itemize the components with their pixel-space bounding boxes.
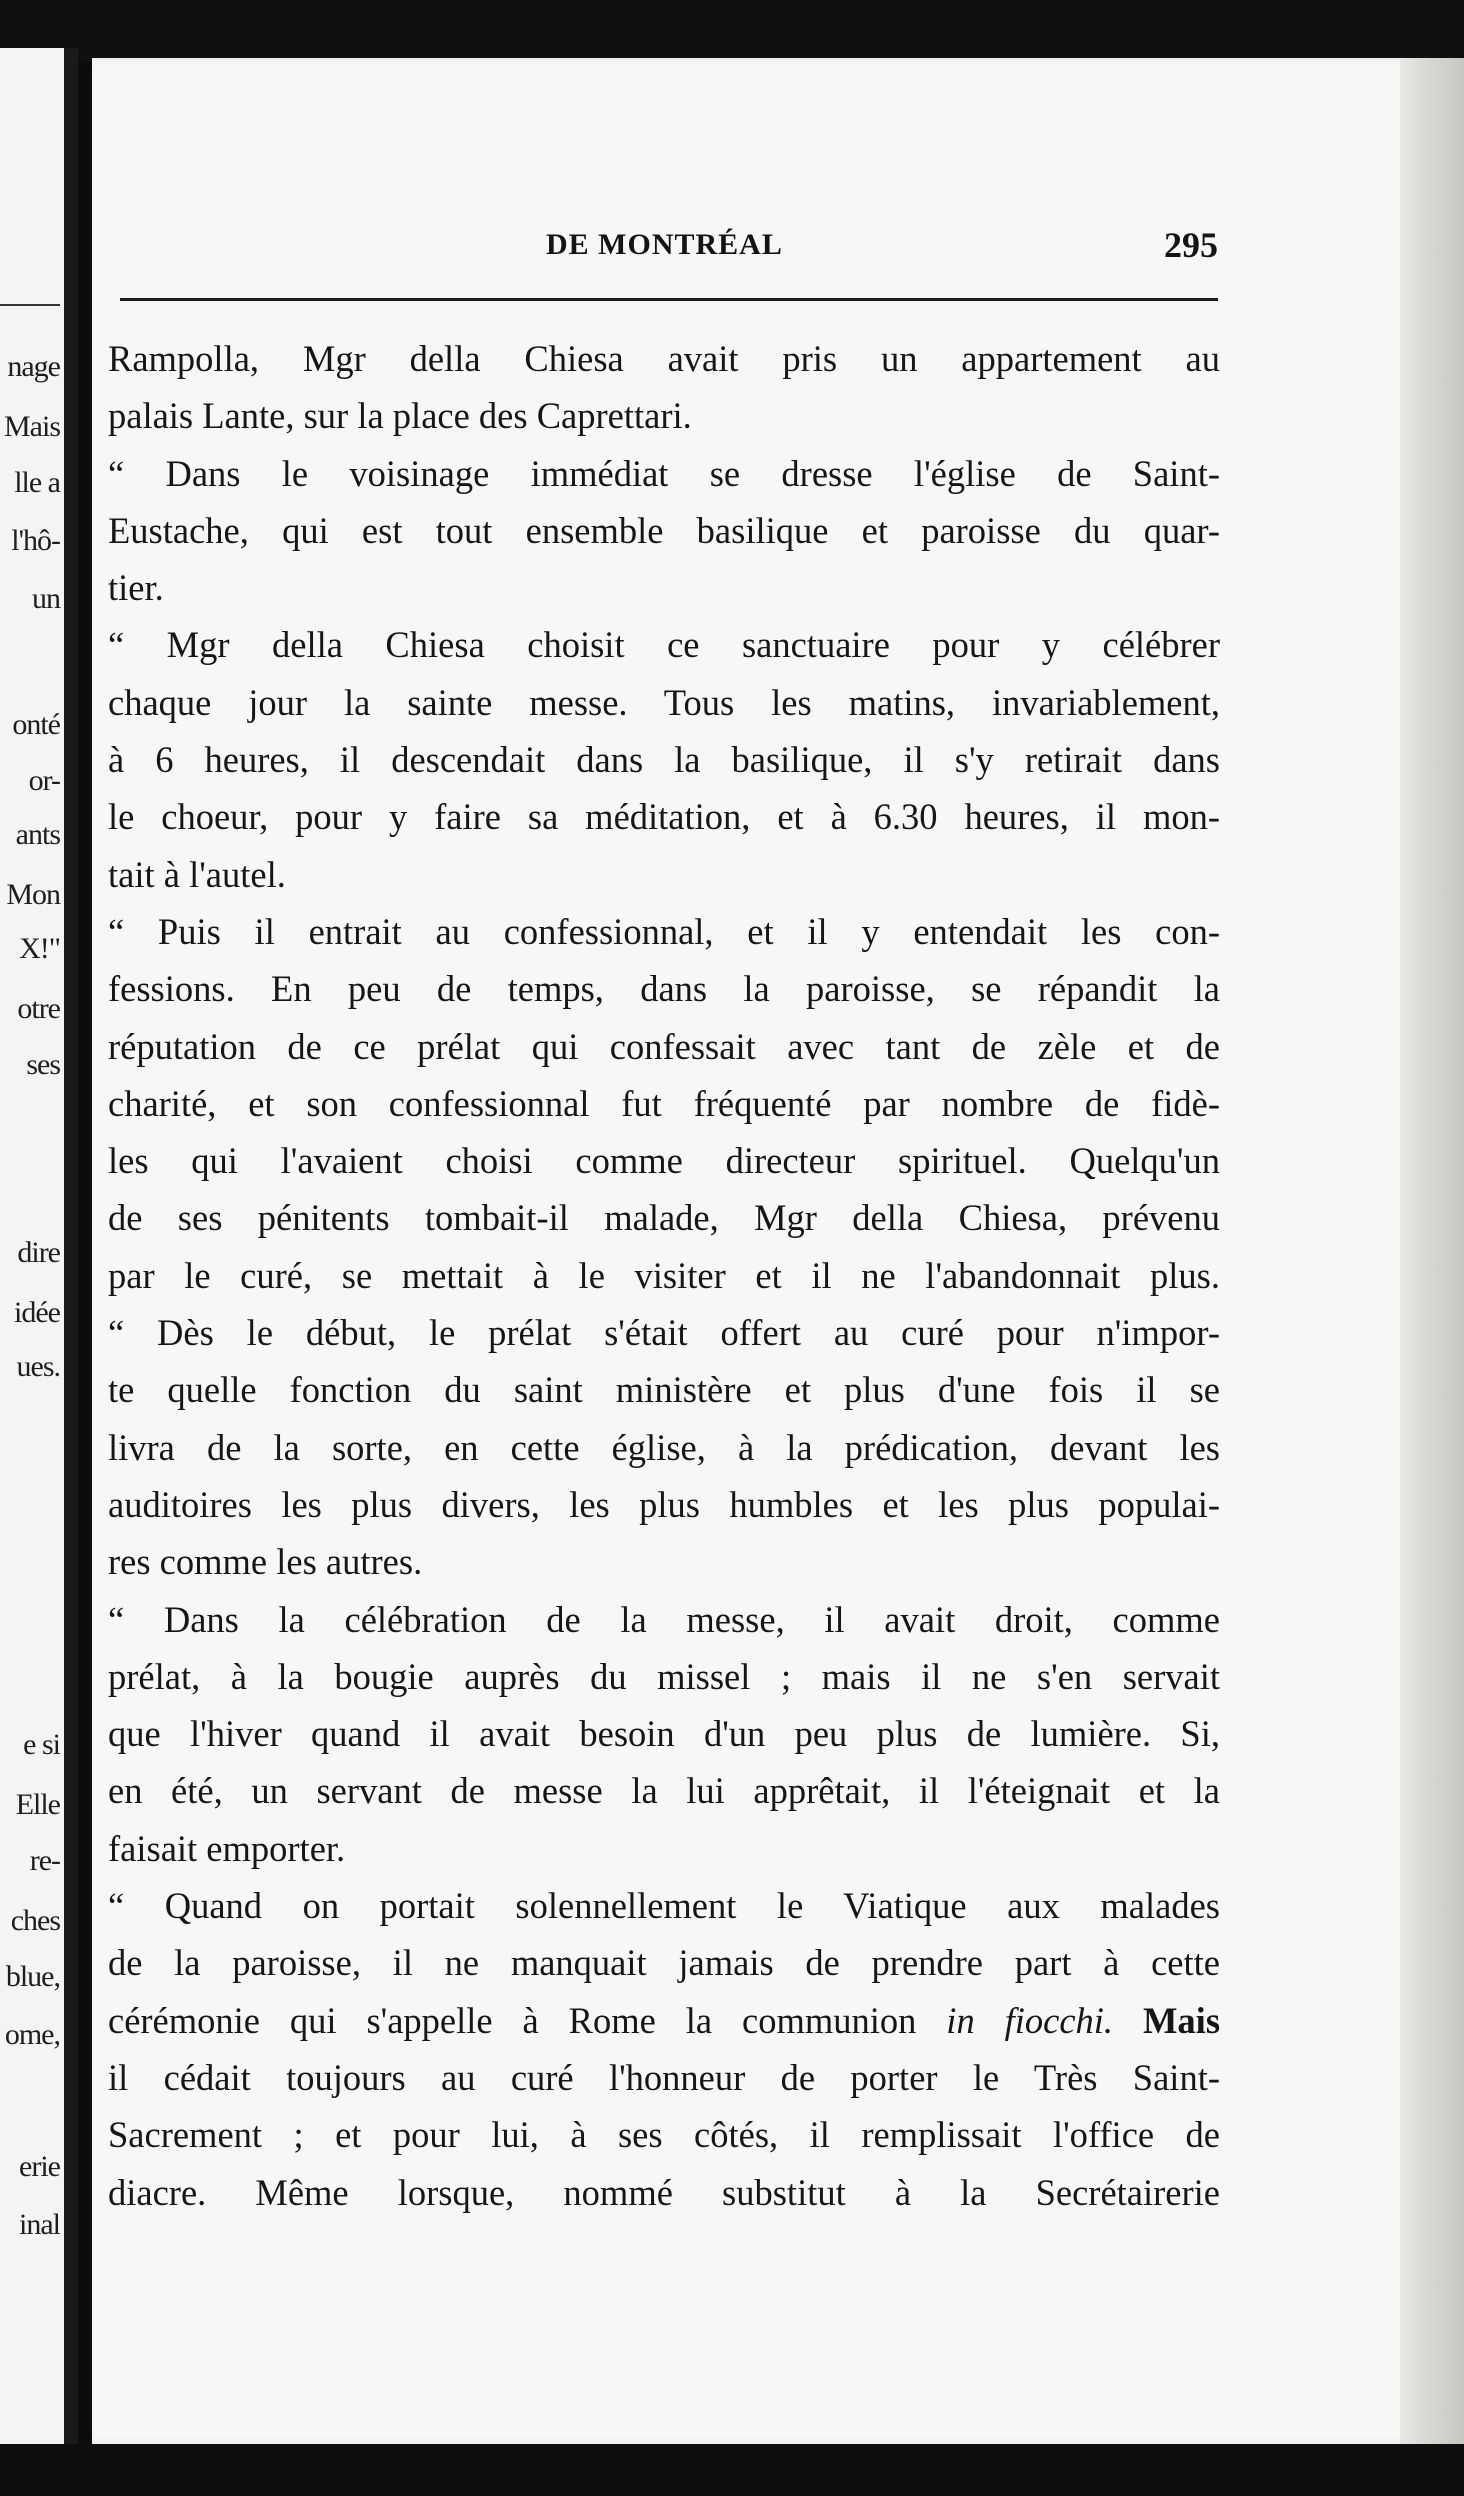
text-line: les qui l'avaient choisi comme directeur spirituel. Quelqu'un [108, 1140, 1220, 1182]
previous-page-fragment: lle a [14, 466, 60, 499]
previous-page-fragment: blue, [5, 1960, 60, 1993]
text-line: diacre. Même lorsque, nommé substitut à la Secrétairerie [108, 2171, 1220, 2213]
text-line: Rampolla, Mgr della Chiesa avait pris un appartement au [108, 338, 1220, 379]
previous-page-fragment: idée [14, 1296, 60, 1329]
previous-page-fragment: re- [29, 1844, 60, 1877]
text-line: Sacrement ; et pour lui, à ses côtés, il remplissait l'office de [108, 2114, 1220, 2156]
text-line: chaque jour la sainte messe. Tous les matins, invariablement, [108, 681, 1220, 723]
previous-page-fragment: dire [17, 1236, 60, 1269]
previous-page-fragment: or- [28, 764, 60, 797]
text-line: “ Puis il entrait au confessionnal, et il y entendait les con- [108, 910, 1220, 952]
text-line: auditoires les plus divers, les plus humbles et les plus populai- [108, 1483, 1220, 1525]
text-line: livra de la sorte, en cette église, à la prédication, devant les [108, 1426, 1220, 1468]
previous-page-rule [0, 304, 60, 306]
text-line: tait à l'autel. [108, 853, 286, 895]
previous-page-fragment: nage [7, 350, 60, 383]
page-header [118, 224, 1218, 268]
text-line: Eustache, qui est tout ensemble basilique et paroisse du quar- [108, 509, 1220, 551]
previous-page-fragment: erie [19, 2150, 60, 2183]
previous-page-fragment: ues. [16, 1350, 60, 1383]
text-line: prélat, à la bougie auprès du missel ; mais il ne s'en servait [108, 1655, 1220, 1697]
text-line: de la paroisse, il ne manquait jamais de prendre part à cette [108, 1942, 1220, 1984]
text-line: que l'hiver quand il avait besoin d'un peu plus de lumière. Si, [108, 1713, 1220, 1755]
scan-bottom-border [0, 2444, 1464, 2496]
scan-top-border [0, 0, 1464, 62]
text-line: de ses pénitents tombait-il malade, Mgr della Chiesa, prévenu [108, 1197, 1220, 1239]
body-text [108, 330, 1220, 2221]
text-line: “ Dès le début, le prélat s'était offert au curé pour n'impor- [108, 1312, 1220, 1354]
previous-page-fragment: ses [26, 1048, 60, 1081]
previous-page-fragment: Elle [15, 1788, 60, 1821]
header-rule [120, 298, 1218, 301]
text-segment: Mais [1142, 1999, 1221, 2041]
page-stack-edge [1400, 58, 1464, 2444]
previous-page-edge [0, 48, 78, 2448]
previous-page-fragment: e si [23, 1728, 60, 1761]
text-line: te quelle fonction du saint ministère et plus d'une fois il se [108, 1369, 1220, 1411]
text-line: res comme les autres. [108, 1541, 423, 1583]
previous-page-fragment: un [32, 582, 60, 615]
previous-page-fragment: Mais [4, 410, 60, 443]
text-line: en été, un servant de messe la lui apprêtait, il l'éteignait et la [108, 1770, 1220, 1812]
text-line-mixed [108, 1992, 1220, 2049]
italic-phrase: in fiocchi. [946, 1999, 1114, 2041]
text-line: “ Dans le voisinage immédiat se dresse l'église de Saint- [108, 452, 1220, 494]
previous-page-fragment: ches [10, 1904, 60, 1937]
text-line: faisait emporter. [108, 1827, 346, 1869]
previous-page-fragment: ants [15, 818, 60, 851]
previous-page-fragment: Mon [6, 878, 60, 911]
text-line: à 6 heures, il descendait dans la basilique, il s'y retirait dans [108, 739, 1220, 781]
previous-page-fragment: onté [12, 708, 60, 741]
previous-page-fragment: otre [17, 992, 60, 1025]
running-head: DE MONTRÉAL [546, 228, 783, 261]
text-line: charité, et son confessionnal fut fréquenté par nombre de fidè- [108, 1082, 1220, 1124]
text-line: réputation de ce prélat qui confessait avec tant de zèle et de [108, 1025, 1220, 1067]
text-line: “ Quand on portait solennellement le Viatique aux malades [108, 1885, 1220, 1927]
text-line: “ Dans la célébration de la messe, il avait droit, comme [108, 1598, 1220, 1640]
previous-page-fragment: l'hô- [11, 524, 60, 557]
text-line: tier. [108, 567, 164, 609]
text-line: “ Mgr della Chiesa choisit ce sanctuaire pour y célébrer [108, 624, 1220, 666]
text-segment: cérémonie qui s'appelle à Rome la communion [108, 1999, 917, 2041]
previous-page-fragment: X!" [19, 932, 60, 965]
text-line: palais Lante, sur la place des Caprettari. [108, 395, 692, 437]
text-line: par le curé, se mettait à le visiter et il ne l'abandonnait plus. [108, 1254, 1220, 1296]
text-line: le choeur, pour y faire sa méditation, et à 6.30 heures, il mon- [108, 796, 1220, 838]
previous-page-fragment: inal [19, 2208, 60, 2241]
text-line: fessions. En peu de temps, dans la paroisse, se répandit la [108, 968, 1220, 1010]
previous-page-fragment: ome, [4, 2018, 60, 2051]
text-line: il cédait toujours au curé l'honneur de porter le Très Saint- [108, 2056, 1220, 2098]
page-number: 295 [1164, 225, 1218, 265]
